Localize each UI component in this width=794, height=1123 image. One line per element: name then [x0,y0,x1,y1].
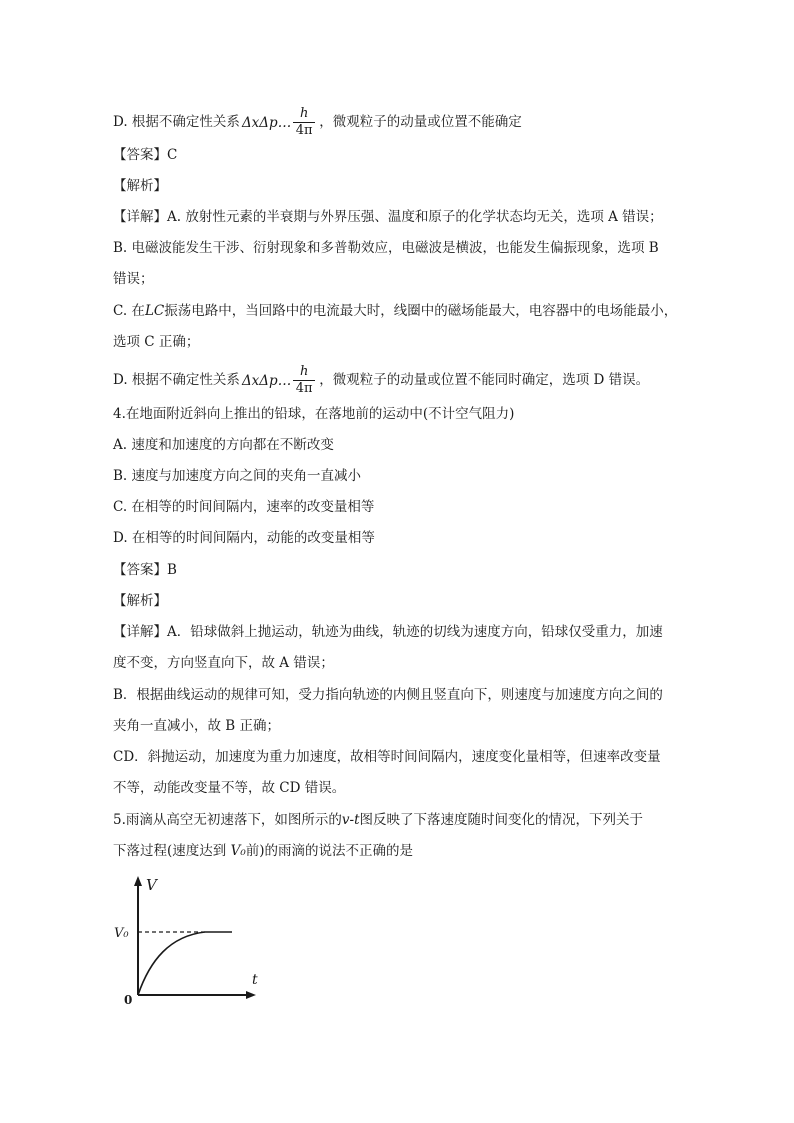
text-segment: ，微观粒子的动量或位置不能确定 [319,114,522,130]
q3-explain-a: 【详解】A. 放射性元素的半衰期与外界压强、温度和原子的化学状态均无关，选项 A 错误； [113,209,663,225]
q3-explain-b-line2: 错误； [113,271,154,287]
q4-explain-a-line2: 度不变，方向竖直向下，故 A 错误； [113,655,334,671]
q4-analysis-heading: 【解析】 [113,593,167,609]
q5-stem-line1: 5.雨滴从高空无初速落下，如图所示的v-t图反映了下落速度随时间变化的情况，下列关于 [113,812,644,828]
y-axis-arrow [134,876,142,886]
velocity-time-graph [110,870,270,1010]
uncertainty-formula: ΔxΔp… $\frac{h}{4\pi}$ [242,106,317,139]
q4-option-c: C. 在相等的时间间隔内，速率的改变量相等 [113,499,375,515]
lc-symbol: LC [144,303,165,319]
fraction: $\frac{h}{4\pi}$ [293,106,315,139]
text-segment: D. 根据不确定性关系 [113,114,240,130]
q4-explain-cd-line1: CD．斜抛运动，加速度为重力加速度，故相等时间间隔内，速度变化量相等，但速率改变量 [113,749,661,765]
q3-explain-b-line1: B. 电磁波能发生干涉、衍射现象和多普勒效应，电磁波是横波，也能发生偏振现象，选项 B [113,240,659,256]
q4-stem: 4.在地面附近斜向上推出的铅球，在落地前的运动中(不计空气阻力) [113,406,515,422]
q4-explain-cd-line2: 不等，动能改变量不等，故 CD 错误。 [113,780,346,796]
q3-option-d [113,106,683,139]
q4-explain-b-line1: B．根据曲线运动的规律可知，受力指向轨迹的内侧且竖直向下，则速度与加速度方向之间的 [113,687,663,703]
q3-analysis-heading: 【解析】 [113,178,167,194]
v0-label: V₀ [114,926,129,941]
q3-explain-c-line1: C. 在LC振荡电路中，当回路中的电流最大时，线圈中的磁场能最大，电容器中的电场能最小， [113,303,678,319]
q4-option-b: B. 速度与加速度方向之间的夹角一直减小 [113,468,362,484]
x-axis-arrow [246,991,256,999]
q3-explain-d: D. 根据不确定性关系 ΔxΔp… $\frac{h}{4\pi}$ ，微观粒子的动量或位置不能同时确定，选项 D 错误。 [113,364,650,396]
uncertainty-formula: ΔxΔp… $\frac{h}{4\pi}$ [242,364,317,397]
origin-label: 0 [124,993,133,1007]
fraction: $\frac{h}{4\pi}$ [293,364,315,397]
q4-option-a: A. 速度和加速度的方向都在不断改变 [113,437,334,453]
q5-stem-line2: 下落过程(速度达到 V₀前)的雨滴的说法不正确的是 [113,843,414,859]
q4-explain-a-line1: 【详解】A．铅球做斜上抛运动，轨迹为曲线，轨迹的切线为速度方向，铅球仅受重力，加速 [113,624,663,640]
x-axis-label: t [252,972,258,988]
q3-answer: 【答案】C [113,147,178,163]
q4-answer: 【答案】B [113,562,177,578]
velocity-curve [138,932,232,995]
y-axis-label: V [146,876,157,894]
q3-explain-c-line2: 选项 C 正确； [113,334,200,350]
vt-symbol: v-t [341,812,360,828]
q4-option-d: D. 在相等的时间间隔内，动能的改变量相等 [113,530,375,546]
q4-explain-b-line2: 夹角一直减小，故 B 正确； [113,718,281,734]
v0-symbol: V₀ [230,843,246,859]
